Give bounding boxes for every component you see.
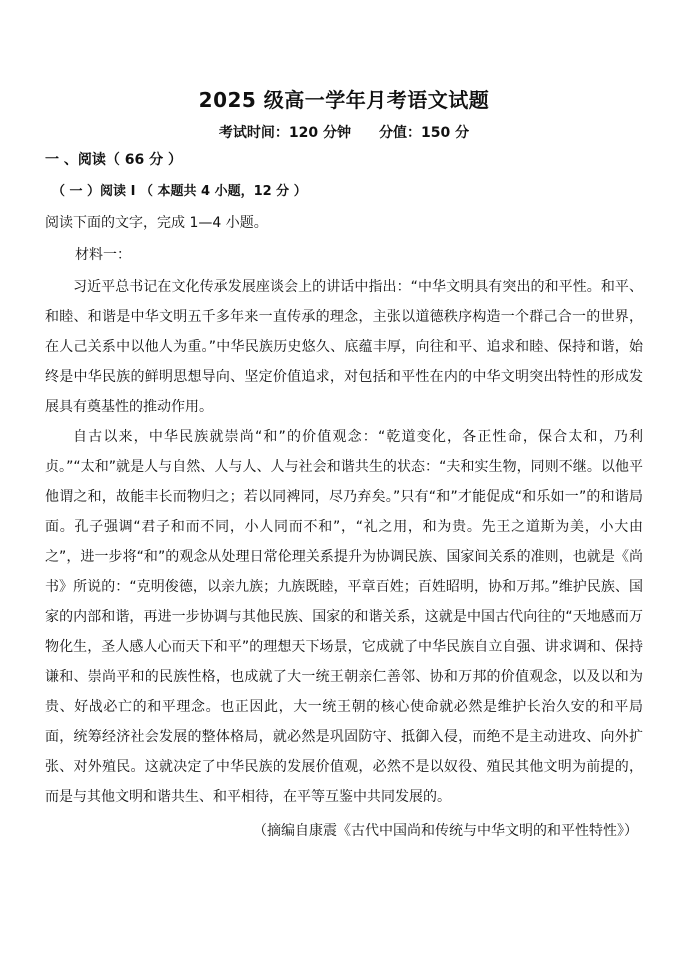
exam-time: 考试时间：120 分钟 <box>218 125 351 141</box>
instruction-text: 阅读下面的文字，完成 1—4 小题。 <box>45 215 268 231</box>
exam-score: 分值：150 分 <box>379 125 470 141</box>
source-citation: （摘编自康震《古代中国尚和传统与中华文明的和平性特性》） <box>253 823 638 839</box>
passage <box>45 272 643 812</box>
section-heading: 一 、阅读（ 66 分 ） <box>45 152 182 168</box>
exam-meta <box>0 122 688 142</box>
material-label: 材料一： <box>75 247 131 263</box>
subsection-heading: （ 一 ）阅读 I （ 本题共 4 小题，12 分 ） <box>52 184 307 199</box>
exam-title: 2025 级高一学年月考语文试题 <box>198 88 490 112</box>
passage-paragraph-1: 习近平总书记在文化传承发展座谈会上的讲话中指出：“中华文明具有突出的和平性。和平、和睦、和谐是中华文明五千多年来一直传承的理念，主张以道德秩序构造一个群己合一的世界，在人己关系中以他人为重。”中华民族历史悠久、底蕴丰厚，向往和平、追求和睦、保持和谐，始终是中华民族的鲜明思想导向、坚定价值追求，对包括和平性在内的中华文明突出特性的形成发展具有奠基性的推动作用。 <box>45 279 643 415</box>
passage-paragraph-2: 自古以来，中华民族就崇尚“和”的价值观念：“乾道变化，各正性命，保合太和，乃利贞。”“太和”就是人与自然、人与人、人与社会和谐共生的状态：“夫和实生物，同则不继。以他平他谓之和，故能丰长而物归之；若以同裨同，尽乃弃矣。”只有“和”才能促成“和乐如一”的和谐局面。孔子强调“君子和而不同，小人同而不和”，“礼之用，和为贵。先王之道斯为美，小大由 之”，进一步将“和”的观念从处理日常伦理关系提升为协调民族、国家间关系的准则，也就是《尚书》所说的：“克明俊德，以亲九族；九族既睦，平章百姓；百姓昭明，协和万邦。”维护民族、国家的内部和谐，再进一步协调与其他民族、国家的和谐关系，这就是中国古代向往的“天地感而万物化生，圣人感人心而天下和平”的理想天下场景，它成就了中华民族自立自强、讲求调和、保持谦和、崇尚平和的民族性格，也成就了大一统王朝亲仁善邻、协和万邦的价值观念，以及以和为贵、好战必亡的和平理念。也正因此，大一统王朝的核心使命就必然是维护长治久安的和平局面，统筹经济社会发展的整体格局，就必然是巩固防守、抵御入侵，而绝不是主动进攻、向外扩张、对外殖民。这就决定了中华民族的发展价值观，必然不是以奴役、殖民其他文明为前提的，而是与其他文明和谐共生、和平相待，在平等互鉴中共同发展的。 <box>45 429 643 805</box>
